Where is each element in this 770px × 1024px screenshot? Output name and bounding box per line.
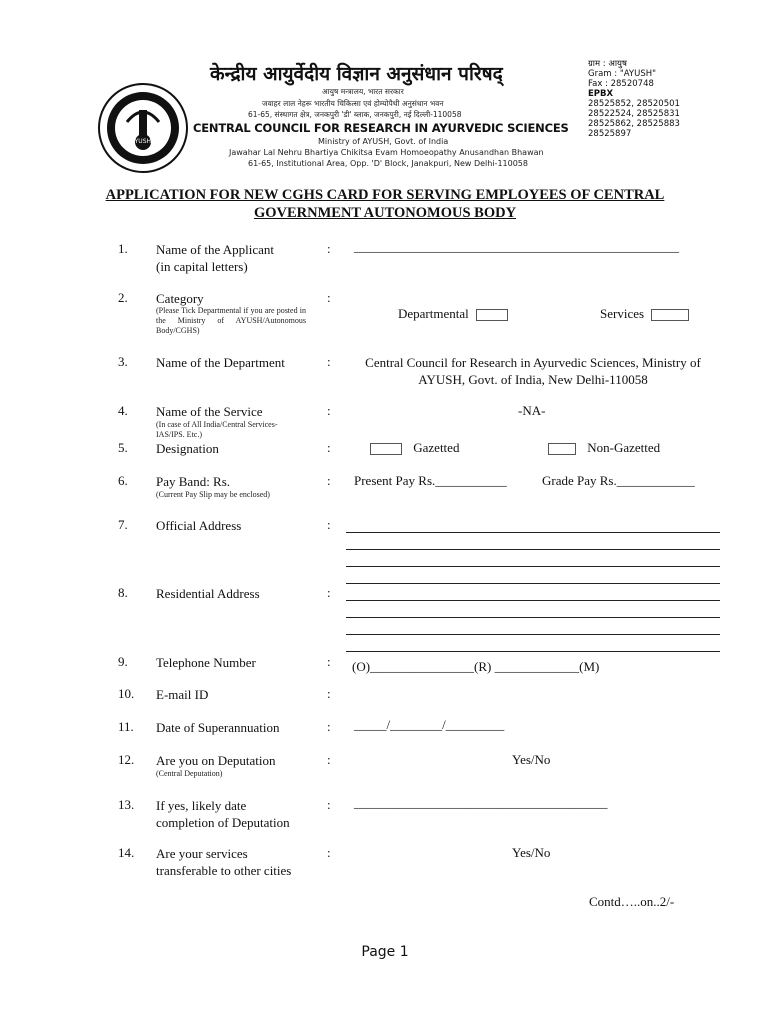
- item-4-number: 4.: [118, 403, 128, 418]
- superannuation-label: Date of Superannuation: [156, 720, 280, 735]
- official-address-line-2[interactable]: [346, 549, 720, 550]
- non-gazetted-label: Non-Gazetted: [587, 440, 661, 455]
- item-10-number: 10.: [118, 686, 135, 701]
- hindi-ministry-line: आयुष मन्त्रालय, भारत सरकार: [322, 87, 404, 96]
- item-7-number: 7.: [118, 517, 128, 532]
- logo-emblem-icon: [97, 82, 189, 174]
- ccras-logo: [97, 82, 189, 174]
- services-label: Services: [600, 306, 645, 321]
- item-12-colon: :: [327, 752, 331, 767]
- item-14-number: 14.: [118, 845, 135, 860]
- item-3-number: 3.: [118, 354, 128, 369]
- department-label: Name of the Department: [156, 355, 285, 370]
- item-2-number: 2.: [118, 290, 128, 305]
- official-address-line-3[interactable]: [346, 566, 720, 567]
- item-10-colon: :: [327, 686, 331, 701]
- item-9-colon: :: [327, 654, 331, 669]
- hindi-council-title: केन्द्रीय आयुर्वेदीय विज्ञान अनुसंधान परिषद्: [210, 63, 503, 85]
- item-4-colon: :: [327, 403, 331, 418]
- non-gazetted-option: [548, 440, 660, 456]
- epbx-label: EPBX: [588, 89, 614, 99]
- item-13-number: 13.: [118, 797, 135, 812]
- applicant-name-field[interactable]: __________________________________________________: [354, 239, 679, 254]
- grade-pay-field[interactable]: Grade Pay Rs.____________: [542, 473, 695, 488]
- gram-hindi: ग्राम : आयुष: [588, 59, 627, 69]
- superannuation-date-field[interactable]: _____/________/_________: [354, 717, 505, 732]
- contact-block: [588, 59, 680, 139]
- department-value-line-2: AYUSH, Govt. of India, New Delhi-110058: [418, 372, 648, 387]
- department-value: [346, 354, 720, 388]
- present-pay-field[interactable]: Present Pay Rs.___________: [354, 473, 507, 488]
- deputation-label: Are you on Deputation: [156, 753, 276, 768]
- gazetted-label: Gazetted: [413, 440, 460, 455]
- item-11-colon: :: [327, 719, 331, 734]
- service-note: (In case of All India/Central Services-IAS/IPS. Etc.): [156, 420, 278, 439]
- gazetted-option: [370, 440, 459, 456]
- form-title-line-1: APPLICATION FOR NEW CGHS CARD FOR SERVING EMPLOYEES OF CENTRAL: [105, 187, 665, 203]
- form-title-line-2: GOVERNMENT AUTONOMOUS BODY: [253, 205, 517, 221]
- item-6-colon: :: [327, 473, 331, 488]
- telephone-field[interactable]: (O)________________(R) _____________(M): [352, 659, 600, 674]
- gram-text: Gram : "AYUSH": [588, 69, 657, 79]
- transferable-value[interactable]: Yes/No: [512, 845, 551, 860]
- official-address-line-4[interactable]: [346, 583, 720, 584]
- services-option: [600, 306, 689, 322]
- item-1-colon: :: [327, 241, 331, 256]
- item-14-colon: :: [327, 845, 331, 860]
- form-title: [60, 186, 710, 222]
- residential-address-line-4[interactable]: [346, 651, 720, 652]
- phone-line-2: 28522524, 28525831: [588, 109, 680, 119]
- email-label: E-mail ID: [156, 687, 209, 702]
- item-11-number: 11.: [118, 719, 134, 734]
- category-note: (Please Tick Departmental if you are posted in the Ministry of AYUSH/Autonomous Body/CGHS): [156, 306, 306, 335]
- official-address-label: Official Address: [156, 518, 242, 533]
- item-8-number: 8.: [118, 585, 128, 600]
- pay-band-label: Pay Band: Rs.: [156, 474, 231, 489]
- page-number: Page 1: [361, 944, 409, 960]
- service-label: Name of the Service: [156, 404, 263, 419]
- phone-line-4: 28525897: [588, 129, 632, 139]
- english-address-line: 61-65, Institutional Area, Opp. 'D' Block, Janakpuri, New Delhi-110058: [248, 159, 528, 168]
- transferable-label-2: transferable to other cities: [156, 863, 292, 878]
- item-2-colon: :: [327, 290, 331, 305]
- english-council-title: CENTRAL COUNCIL FOR RESEARCH IN AYURVEDIC SCIENCES: [193, 121, 569, 135]
- fax-text: Fax : 28520748: [588, 79, 654, 89]
- designation-label: Designation: [156, 441, 219, 456]
- residential-address-line-2[interactable]: [346, 617, 720, 618]
- item-1-number: 1.: [118, 241, 128, 256]
- telephone-label: Telephone Number: [156, 655, 256, 670]
- gazetted-checkbox[interactable]: [370, 443, 402, 455]
- residential-address-label: Residential Address: [156, 586, 260, 601]
- service-value: -NA-: [518, 403, 546, 418]
- residential-address-line-3[interactable]: [346, 634, 720, 635]
- transferable-label: [156, 845, 291, 879]
- deputation-completion-label-2: completion of Deputation: [156, 815, 290, 830]
- phone-line-1: 28525852, 28520501: [588, 99, 680, 109]
- english-bhawan-line: Jawahar Lal Nehru Bhartiya Chikitsa Evam Homoeopathy Anusandhan Bhawan: [229, 148, 544, 157]
- item-8-colon: :: [327, 585, 331, 600]
- phone-line-3: 28525862, 28525883: [588, 119, 680, 129]
- deputation-completion-label-1: If yes, likely date: [156, 798, 247, 813]
- residential-address-line-1[interactable]: [346, 600, 720, 601]
- item-3-colon: :: [327, 354, 331, 369]
- department-value-line-1: Central Council for Research in Ayurvedic Sciences, Ministry of: [365, 355, 701, 370]
- departmental-checkbox[interactable]: [476, 309, 508, 321]
- item-1-label: [156, 241, 274, 275]
- hindi-address-line: 61-65, संस्थागत क्षेत्र, जनकपुरी 'डी' ब्लाक, जनकपुरी, नई दिल्ली-110058: [248, 110, 462, 119]
- item-6-number: 6.: [118, 473, 128, 488]
- item-5-colon: :: [327, 440, 331, 455]
- non-gazetted-checkbox[interactable]: [548, 443, 576, 455]
- departmental-option: [398, 306, 508, 322]
- logo-text: AYUSH: [131, 138, 152, 145]
- english-ministry-line: Ministry of AYUSH, Govt. of India: [318, 137, 449, 146]
- transferable-label-1: Are your services: [156, 846, 248, 861]
- item-9-number: 9.: [118, 654, 128, 669]
- deputation-completion-label: [156, 797, 290, 831]
- applicant-name-sublabel: (in capital letters): [156, 259, 248, 274]
- deputation-note: (Central Deputation): [156, 769, 223, 778]
- item-7-colon: :: [327, 517, 331, 532]
- pay-band-note: (Current Pay Slip may be enclosed): [156, 490, 270, 499]
- services-checkbox[interactable]: [651, 309, 689, 321]
- category-label: Category: [156, 291, 204, 306]
- item-13-colon: :: [327, 797, 331, 812]
- departmental-label: Departmental: [398, 306, 469, 321]
- applicant-name-label: Name of the Applicant: [156, 242, 275, 257]
- hindi-bhawan-line: जवाहर लाल नेहरू भारतीय चिकित्सा एवं होम्योपैथी अनुसंधान भवन: [262, 99, 444, 108]
- official-address-line-1[interactable]: [346, 532, 720, 533]
- continued-note: Contd…..on..2/-: [589, 894, 675, 909]
- deputation-completion-field[interactable]: _______________________________________: [354, 795, 608, 810]
- item-5-number: 5.: [118, 440, 128, 455]
- item-12-number: 12.: [118, 752, 135, 767]
- deputation-value[interactable]: Yes/No: [512, 752, 551, 767]
